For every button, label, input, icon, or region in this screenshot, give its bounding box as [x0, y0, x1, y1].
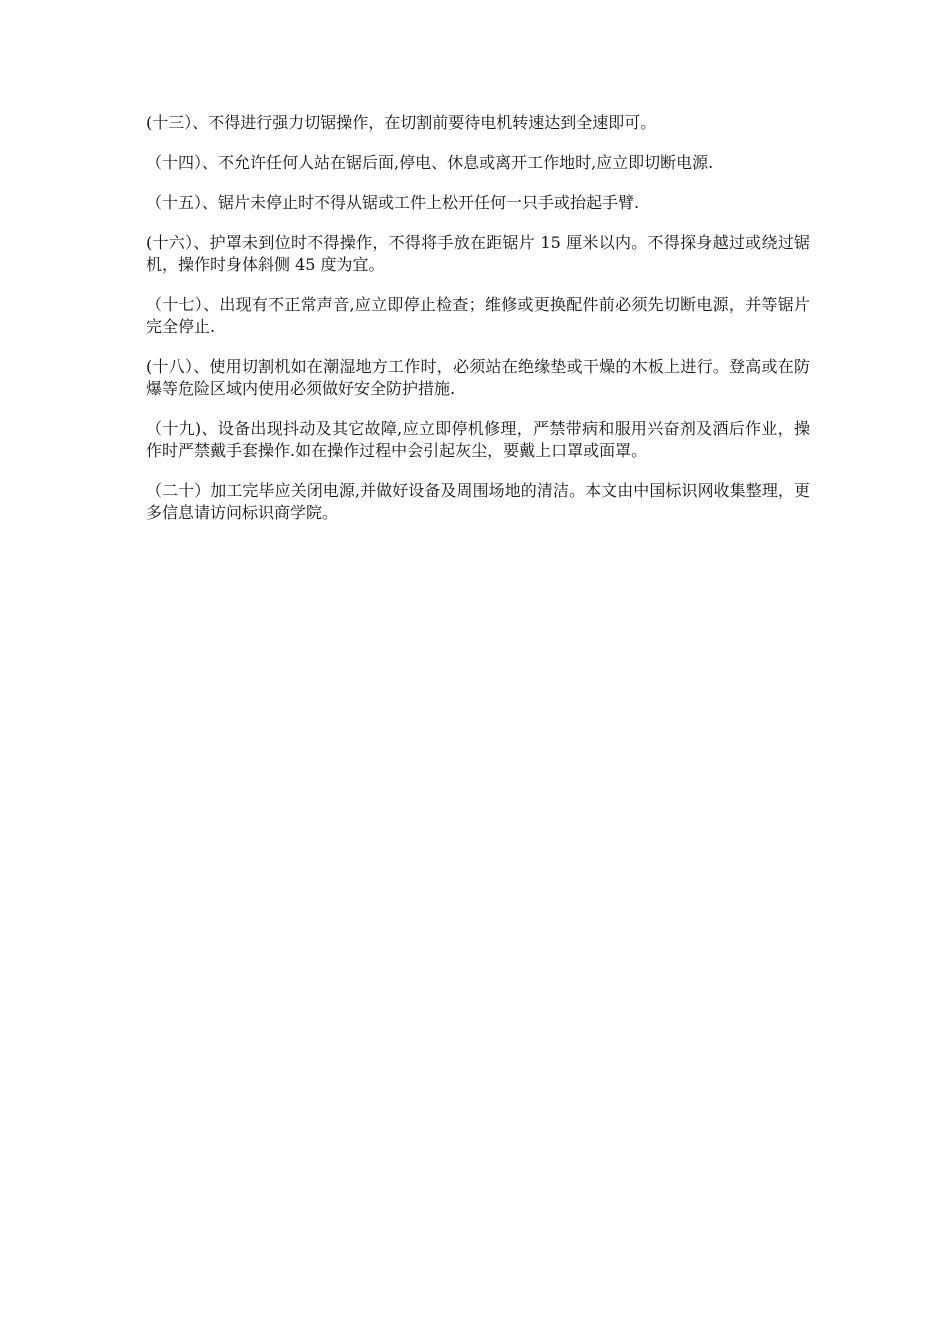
paragraph-18: (十八）、使用切割机如在潮湿地方工作时，必须站在绝缘垫或干燥的木板上进行。登高或在防爆等危险区域内使用必须做好安全防护措施.: [146, 357, 810, 398]
paragraph-14: （十四）、不允许任何人站在锯后面,停电、休息或离开工作地时,应立即切断电源.: [146, 153, 714, 172]
paragraph-13: (十三）、不得进行强力切锯操作，在切割前要待电机转速达到全速即可。: [146, 113, 657, 132]
paragraph-20: （二十）加工完毕应关闭电源,并做好设备及周围场地的清洁。本文由中国标识网收集整理，更多信息请访问标识商学院。: [146, 481, 810, 522]
document-page: [146, 112, 810, 542]
paragraph-19: （十九)、设备出现抖动及其它故障,应立即停机修理，严禁带病和服用兴奋剂及酒后作业，操作时严禁戴手套操作.如在操作过程中会引起灰尘，要戴上口罩或面罩。: [146, 419, 810, 460]
paragraph-16: (十六）、护罩未到位时不得操作，不得将手放在距锯片 15 厘米以内。不得探身越过或绕过锯机，操作时身体斜侧 45 度为宜。: [146, 233, 810, 274]
paragraph-15: （十五）、锯片未停止时不得从锯或工件上松开任何一只手或抬起手臂.: [146, 193, 640, 212]
paragraph-17: （十七）、出现有不正常声音,应立即停止检查；维修或更换配件前必须先切断电源，并等锯片完全停止.: [146, 295, 810, 336]
